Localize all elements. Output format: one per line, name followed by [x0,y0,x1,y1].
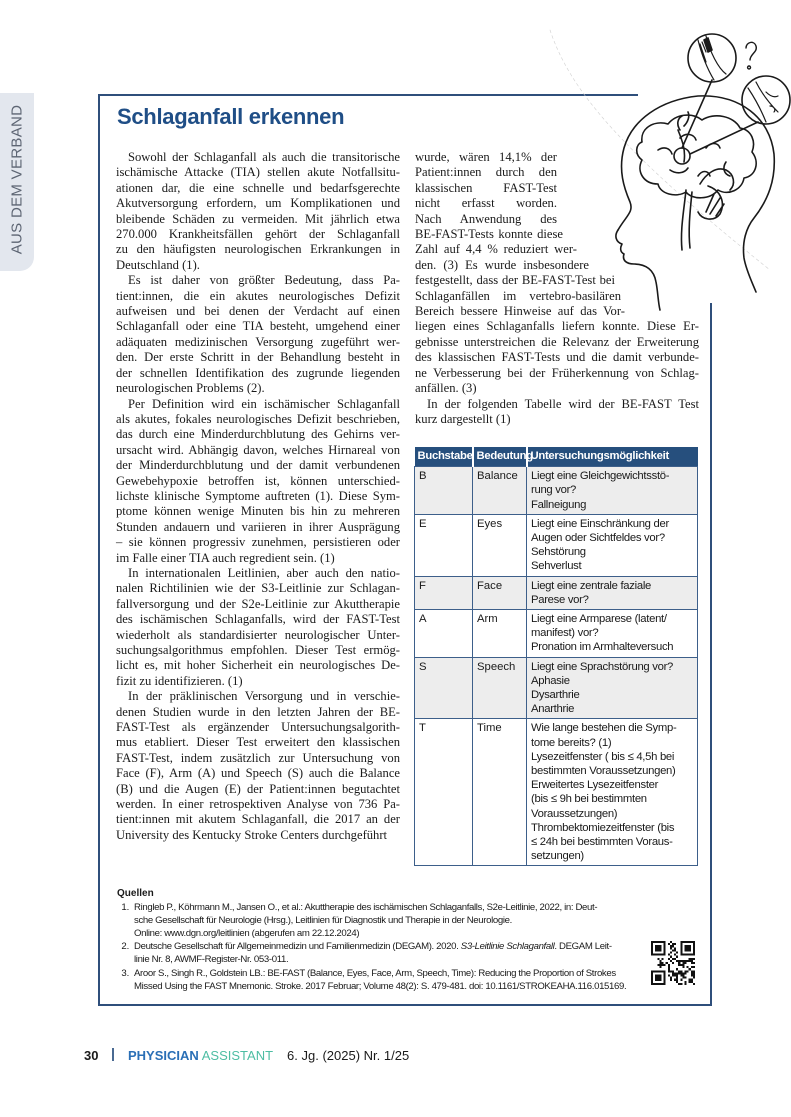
source-title-italic: S3-Leitlinie Schlaganfall [460,941,555,953]
text-line: adäquaten medizinischen Versorgung zugeführt wer- [116,334,400,349]
text-line: Face (F), Arm (A) und Speech (S) auch die Balance [116,766,400,781]
text-line: nalen Richtilinien wie der S3-Leitlinie zur Schlagan- [116,581,400,596]
text-line: denen Studien wurde in den letzten Jahren der BE- [116,704,400,719]
text-line: Sowohl der Schlaganfall als auch die transitorische [128,150,400,164]
cell-meaning: Face [473,576,527,609]
text-line: lichste klinische Symptome auftreten (1). Diese Sym- [116,488,400,503]
text-line: Deutschland (1). [116,257,200,272]
cell-letter: A [415,610,473,658]
text-line: den. Der erste Schritt in der Behandlung besteht in [116,350,400,365]
check-line: Wie lange bestehen die Symp- [531,722,677,735]
cell-check [527,467,698,515]
check-line: rung vor? [531,484,577,497]
frame-border-bottom [98,1004,712,1006]
check-line: Pronation im Armhalteversuch [531,641,674,654]
sources-list [117,901,639,993]
text-line: anfällen. (3) [415,381,477,396]
text-line: Schlaganfällen im vertebro-basilären [415,288,621,303]
text-line: Bereich bessere Hinweise auf das Vor- [415,304,625,319]
source-line: sche Gesellschaft für Neurologie (Hrsg.), Leitlinien für Diagnostik und Therapie in der Neurologie. [134,915,512,927]
paragraph [415,150,699,319]
check-line: bestimmten Voraussetzungen) [531,765,676,778]
footer-divider [112,1048,114,1061]
cell-meaning: Balance [473,467,527,515]
check-line: tome bereits? (1) [531,736,612,749]
cell-meaning: Arm [473,610,527,658]
table-row [415,610,698,658]
check-line: setzungen) [531,850,584,863]
column-header-check: Untersuchungsmöglichkeit [527,447,698,467]
text-line: kurz dargestellt (1) [415,411,511,426]
text-line: In der präklinischen Versorgung und in verschie- [128,689,400,704]
check-line: ≤ 24h bei bestimmten Voraus- [531,836,673,849]
check-line: Thrombektomiezeitfenster (bis [531,821,675,834]
text-line: festgestellt, dass der BE-FAST-Test bei [415,273,615,288]
source-item [132,967,639,993]
cell-meaning: Eyes [473,514,527,576]
text-line: FAST-Test, indem zusätzlich zur Untersuchung von [116,750,400,765]
text-line: Akutversorgung erfordern, um Komplikationen und [116,196,400,211]
text-line: zu den häufigsten neurologischen Erkrankungen in [116,242,400,257]
text-line: tient:innen mit akutem Schlaganfall, die 2017 an der [116,812,400,827]
text-line: im Falle einer TIA auch regredient sein. (1) [116,550,335,565]
text-line: ptome können wenige Minuten bis hin zu mehreren [116,504,400,519]
sources-heading: Quellen [117,888,154,899]
befast-table [414,447,698,866]
text-line: Schlaganfall oder eine TIA besteht, umgehend einer [116,319,400,334]
source-line: linie Nr. 8, AWMF-Register-Nr. 053-011. [134,954,289,966]
source-text: Deutsche Gesellschaft für Allgemeinmedizin und Familienmedizin (DEGAM). 2020. [134,941,461,953]
text-line: neurologischen Problems (2). [116,381,265,396]
check-line: Lysezeitfenster ( bis ≤ 4,5h bei [531,750,675,763]
text-line: bleibende Schäden zu vermeiden. Mit jährlich etwa [116,211,400,226]
check-line: Parese vor? [531,593,589,606]
paragraph [116,150,400,273]
text-line: fizit zu identifizieren. (1) [116,673,243,688]
page-number: 30 [84,1048,99,1063]
frame-border-right [710,303,712,1006]
table-row [415,719,698,866]
text-line: der Minderdurchblutung und der damit verbundenen [116,458,400,473]
table-row [415,576,698,609]
check-line: (bis ≤ 9h bei bestimmten [531,793,647,806]
text-line: als akutes, fokales neurologisches Defizit beschrieben, [116,411,400,426]
text-line: Gewebehypoxie betroffen ist, können unterschied- [116,473,400,488]
check-line: Aphasie [531,674,570,687]
cell-check [527,610,698,658]
check-line: Fallneigung [531,498,587,511]
text-line: den. (3) Es wurde insbesondere [415,257,589,272]
text-line: der schnellen Identifikation des zugrunde liegenden [116,365,400,380]
check-line: manifest) vor? [531,627,599,640]
cell-letter: B [415,467,473,515]
text-line: liegen eines Schlaganfalls liefern konnte. Diese Er- [415,319,699,334]
cell-letter: E [415,514,473,576]
page-footer [84,1048,409,1063]
text-line: nicht erfasst worden. [415,196,557,211]
sources-section [117,887,639,993]
paragraph [116,273,400,396]
left-column [116,150,400,843]
text-line: mus etabliert. Dieser Test erweitert den klassischen [116,735,400,750]
cell-letter: T [415,719,473,866]
cell-meaning: Time [473,719,527,866]
source-line: Missed Using the FAST Mnemonic. Stroke. 2017 Februar; Volume 48(2): S. 479-481. doi: 10.1161/STROKEAHA.116.015169. [134,980,627,992]
text-line: wurde, wären 14,1% der [415,150,557,164]
text-line: Zahl auf 4,4 % reduziert wer- [415,242,577,257]
cell-letter: S [415,657,473,719]
text-line: Per Definition wird ein ischämischer Schlaganfall [128,396,400,411]
check-line: Dysarthrie [531,689,580,702]
journal-brand-part2: ASSISTANT [201,1048,274,1063]
column-header-meaning: Bedeutung [473,447,527,467]
qr-code-icon[interactable] [651,941,695,985]
paragraph [116,689,400,843]
column-header-letter: Buchstabe [415,447,473,467]
cell-letter: F [415,576,473,609]
text-line: ischämische Attacke (TIA) stellen akute Notfallsitu- [116,165,400,180]
source-text: . DEGAM Leit- [554,941,612,953]
text-line: BE-FAST-Tests konnte diese [415,227,563,242]
paragraph [116,397,400,566]
text-line: Es ist daher von größter Bedeutung, dass Pa- [128,273,400,288]
table-row [415,514,698,576]
check-line: Liegt eine Armparese (latent/ [531,613,667,626]
article-title: Schlaganfall erkennen [117,104,345,129]
text-line: suchungsalgorithmus empfohlen. Dieser Test ermög- [116,643,400,657]
text-line: ursacht wird. Abhängig davon, welches Hirnareal von [116,442,400,457]
text-line: das durch eine Minderdurchblutung des Gehirns ver- [116,427,400,442]
table-row [415,657,698,719]
right-column [415,150,699,427]
text-line: klassischen FAST-Test [415,180,557,195]
text-line: gebnisse unterstreichen die Relevanz der Erweiterung [415,334,699,349]
table-header-row [415,447,698,467]
text-line: University des Kentucky Stroke Centers durchgeführt [116,827,388,842]
text-line: (B) und die Augen (E) der Patient:innen begutachtet [116,781,400,796]
text-line: Nach Anwendung des [415,211,557,226]
check-line: Liegt eine zentrale faziale [531,579,652,592]
check-line: Augen oder Sichtfeldes vor? [531,532,665,545]
source-item [132,940,639,966]
text-line: ationen dar, die eine schnelle und bedarfsgerechte [116,180,400,195]
cell-check [527,514,698,576]
check-line: Sehstörung [531,546,586,559]
paragraph [415,319,699,396]
text-line: Stunden andauern und variieren in ihrer Ausprägung [116,519,400,534]
check-line: Liegt eine Einschränkung der [531,517,669,530]
paragraph [415,397,699,428]
text-line: tient:innen, die ein akutes neurologisches Defizit [116,288,400,303]
text-line: des klassischen FAST-Tests und die damit verbunde- [415,350,699,365]
check-line: Liegt eine Gleichgewichtsstö- [531,470,670,483]
text-line: aufweisen und bei denen der Verdacht auf einen [116,304,400,319]
cell-meaning: Speech [473,657,527,719]
cell-check [527,576,698,609]
text-line: des ischämischen Schlaganfalls, wird der FAST-Test [116,612,400,627]
text-line: fallversorgung und der S2e-Leitlinie zur Akuttherapie [116,596,400,611]
section-tab-label: AUS DEM VERBAND [8,104,26,255]
text-line: werden. In einer retrospektiven Analyse von 736 Pa- [116,797,400,812]
check-line: Liegt eine Sprachstörung vor? [531,660,674,673]
frame-border-left [98,94,100,1006]
table-row [415,467,698,515]
text-line: licht es, mit hoher Sicherheit ein neurologisches De- [116,658,400,673]
source-item [132,901,639,940]
source-line: 3. Aroor S., Singh R., Goldstein LB.: BE-FAST (Balance, Eyes, Face, Arm, Speech, Time): Reducing the Proportion of Strokes [134,967,616,979]
journal-brand-part1: PHYSICIAN [127,1048,199,1063]
text-line: ne Verbesserung bei der Früherkennung von Schlag- [415,365,699,380]
text-line: – sie können progressiv zunehmen, persistieren oder [116,535,400,550]
text-line: In der folgenden Tabelle wird der BE-FAST Test [427,396,699,411]
check-line: Erweitertes Lysezeitfenster [531,779,659,792]
cell-check [527,657,698,719]
text-line: 270.000 Krankheitsfällen gehört der Schlaganfall [116,227,400,242]
issue-info: 6. Jg. (2025) Nr. 1/25 [287,1048,410,1063]
source-line: Online: www.dgn.org/leitlinien (abgerufen am 22.12.2024) [134,928,360,940]
paragraph [116,566,400,689]
text-line: FAST-Test als ergänzender Untersuchungsalgorith- [116,720,400,735]
text-line: In internationalen Leitlinien, aber auch den natio- [128,565,400,580]
cell-check [527,719,698,866]
text-line: wiederholt als standardisierter neurologischer Unter- [116,627,400,642]
check-line: Voraussetzungen) [531,807,618,820]
check-line: Sehverlust [531,560,582,573]
source-line: 1. Ringleb P., Köhrmann M., Jansen O., et al.: Akuttherapie des ischämischen Schlaganfalls, S2e-Leitlinie, 2022, in: Deut- [134,902,598,914]
check-line: Anarthrie [531,703,575,716]
text-line: Patient:innen durch den [415,165,557,180]
